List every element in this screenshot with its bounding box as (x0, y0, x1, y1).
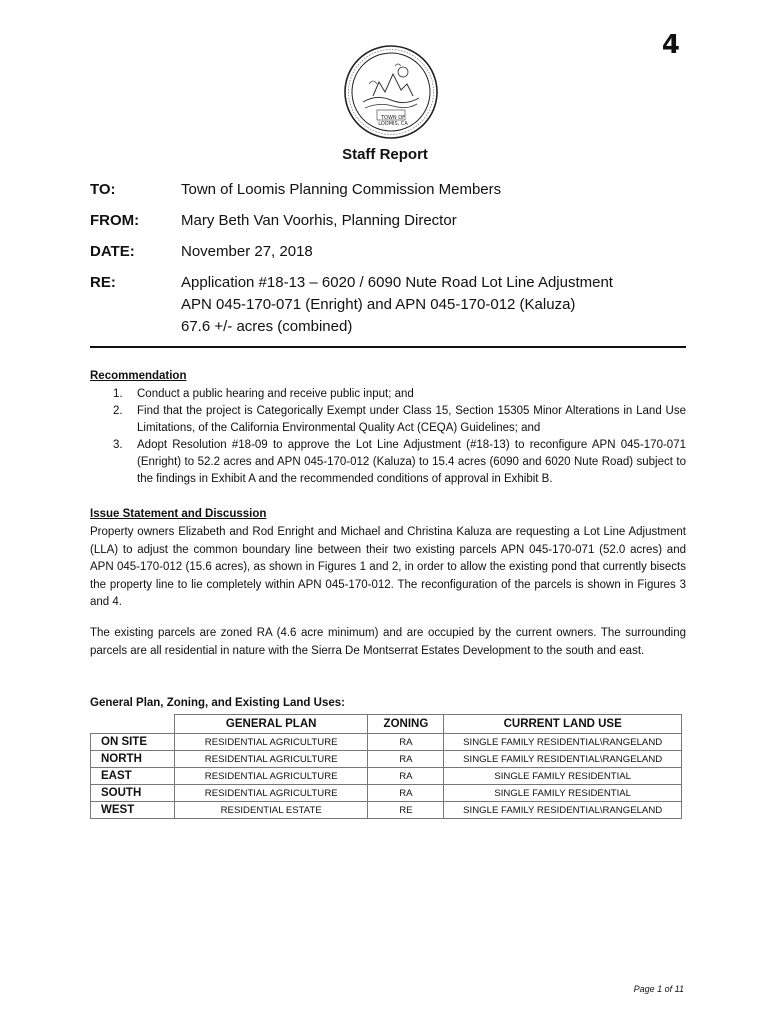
memo-to-value: Town of Loomis Planning Commission Members (181, 181, 502, 198)
row-general-plan: RESIDENTIAL AGRICULTURE (174, 785, 368, 802)
list-item: 3. Adopt Resolution #18-09 to approve the Lot Line Adjustment (#18-13) to reconfigure APN 045-170-071 (Enright) to 52.2 acres and APN 045-170-012 (Kaluza) to 15.4 acres (6090 and 6020 Nute Road) subject to the findings in Exhibit A and the recommended conditions of approval in Exhibit B. (113, 439, 686, 485)
row-zoning: RA (368, 751, 444, 768)
table-row (91, 734, 682, 751)
memo-re-value (181, 272, 701, 338)
list-item: 2. Find that the project is Categorically Exempt under Class 15, Section 15305 Minor Alterations in Land Use Limitations, of the California Environmental Quality Act (CEQA) Guidelines; and (113, 405, 686, 434)
memo-date-label: DATE: (90, 243, 135, 260)
table-header-blank (91, 715, 175, 734)
memo-to-label: TO: (90, 181, 116, 198)
page-number: Page 1 of 11 (633, 984, 684, 994)
memo-from-label: FROM: (90, 212, 140, 229)
row-direction: WEST (91, 802, 175, 819)
memo-re-label: RE: (90, 274, 116, 291)
header-divider (90, 346, 686, 348)
row-zoning: RA (368, 785, 444, 802)
land-use-table-caption: General Plan, Zoning, and Existing Land Uses: (90, 697, 345, 709)
row-direction: ON SITE (91, 734, 175, 751)
table-row (91, 751, 682, 768)
memo-from-value: Mary Beth Van Voorhis, Planning Director (181, 212, 457, 229)
table-header-row (91, 715, 682, 734)
row-direction: SOUTH (91, 785, 175, 802)
row-general-plan: RESIDENTIAL AGRICULTURE (174, 734, 368, 751)
report-title: Staff Report (342, 146, 428, 163)
row-zoning: RE (368, 802, 444, 819)
memo-re-line2: APN 045-170-071 (Enright) and APN 045-170-012 (Kaluza) (181, 296, 576, 313)
row-general-plan: RESIDENTIAL AGRICULTURE (174, 768, 368, 785)
row-land-use: SINGLE FAMILY RESIDENTIAL\RANGELAND (444, 734, 682, 751)
issue-paragraph-2: The existing parcels are zoned RA (4.6 acre minimum) and are occupied by the current owners. The surrounding parcels are all residential in nature with the Sierra De Montserrat Estates Development to the south and east. (90, 627, 686, 657)
row-land-use: SINGLE FAMILY RESIDENTIAL\RANGELAND (444, 802, 682, 819)
row-land-use: SINGLE FAMILY RESIDENTIAL (444, 768, 682, 785)
table-row (91, 768, 682, 785)
table-row (91, 802, 682, 819)
column-header-zoning: ZONING (368, 715, 444, 734)
column-header-general-plan: GENERAL PLAN (174, 715, 368, 734)
row-land-use: SINGLE FAMILY RESIDENTIAL (444, 785, 682, 802)
memo-re-line1: Application #18-13 – 6020 / 6090 Nute Road Lot Line Adjustment (181, 274, 613, 291)
column-header-land-use: CURRENT LAND USE (444, 715, 682, 734)
row-zoning: RA (368, 734, 444, 751)
table-row (91, 785, 682, 802)
row-zoning: RA (368, 768, 444, 785)
issue-heading: Issue Statement and Discussion (90, 508, 267, 520)
row-direction: NORTH (91, 751, 175, 768)
land-use-table (90, 714, 682, 819)
row-general-plan: RESIDENTIAL ESTATE (174, 802, 368, 819)
row-land-use: SINGLE FAMILY RESIDENTIAL\RANGELAND (444, 751, 682, 768)
issue-paragraph-1: Property owners Elizabeth and Rod Enright and Michael and Christina Kaluza are requesting a Lot Line Adjustment (LLA) to adjust the common boundary line between their two existing parcels APN 045-170-071 (52.0 acres) and APN 045-170-012 (15.6 acres), as shown in Figures 1 and 2, in order to allow the existing pond that currently bisects the property line to lie completely within APN 045-170-012. The reconfiguration of the parcels is shown in Figures 3 and 4. (90, 526, 686, 608)
row-direction: EAST (91, 768, 175, 785)
list-item: 1. Conduct a public hearing and receive public input; and (113, 388, 414, 400)
recommendation-heading: Recommendation (90, 370, 187, 382)
memo-re-line3: 67.6 +/- acres (combined) (181, 318, 353, 335)
row-general-plan: RESIDENTIAL AGRICULTURE (174, 751, 368, 768)
memo-date-value: November 27, 2018 (181, 243, 313, 260)
seal-lettering: TOWN OF LOOMIS, CA (378, 115, 408, 127)
agenda-item-number: 4 (661, 30, 680, 60)
recommendation-list (90, 386, 686, 488)
